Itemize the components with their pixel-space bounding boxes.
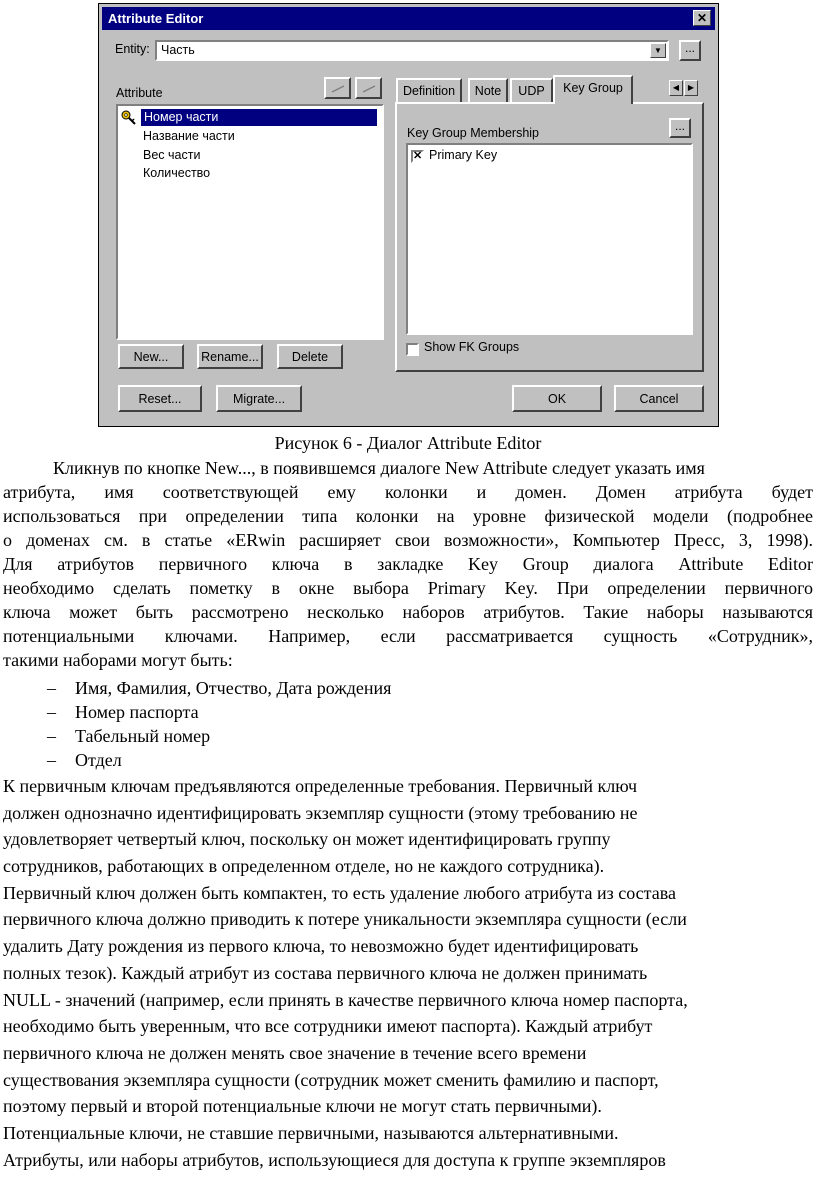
text-line: использоваться при определении типа колонки на уровне физической модели (подробнее (3, 506, 813, 526)
paragraph-1 (3, 456, 813, 672)
entity-browse-button[interactable]: ... (679, 40, 701, 61)
cancel-button[interactable]: Cancel (614, 385, 704, 412)
list-item: – Имя, Фамилия, Отчество, Дата рождения (47, 678, 392, 698)
list-item[interactable]: Вес части (143, 148, 201, 162)
text-line: Первичный ключ должен быть компактен, то есть удаление любого атрибута из состава (3, 882, 676, 903)
text-line: должен однозначно идентифицировать экземпляр сущности (этому требованию не (3, 802, 638, 823)
list-item[interactable]: Название части (143, 129, 235, 143)
key-icon (121, 110, 137, 126)
key-group-list[interactable] (406, 143, 693, 335)
attribute-editor-dialog (98, 3, 719, 427)
reset-button[interactable]: Reset... (118, 385, 202, 412)
text-line: необходимо сделать пометку в окне выбора Primary Key. При определении первичного (3, 578, 813, 598)
text-line: удалить Дату рождения из первого ключа, то невозможно будет идентифицировать (3, 936, 639, 957)
dialog-titlebar (102, 7, 715, 30)
list-item[interactable]: Номер части (141, 109, 377, 126)
tab-key-group[interactable]: Key Group (553, 75, 633, 104)
key-group-label: Key Group Membership (407, 126, 540, 140)
entity-value: Часть (161, 43, 195, 57)
key-group-browse-button[interactable]: ... (669, 118, 691, 138)
text-line: первичного ключа должно приводить к потере уникальности экземпляра сущности (если (3, 909, 687, 930)
text-line: первичного ключа не должен менять свое значение в течение всего времени (3, 1042, 587, 1063)
list-item: – Табельный номер (47, 726, 211, 746)
entity-label: Entity: (115, 42, 150, 56)
dropdown-arrow-icon[interactable]: ▼ (650, 43, 666, 58)
paragraph-2 (3, 773, 813, 1173)
checkmark-icon[interactable]: ✕ (413, 150, 423, 162)
show-fk-label: Show FK Groups (424, 340, 520, 354)
tab-note[interactable]: Note (468, 78, 508, 102)
move-up-button[interactable] (324, 77, 351, 99)
text-line: удовлетворяет четвертый ключ, поскольку он может идентифицировать группу (3, 829, 611, 850)
text-line: Кликнув по кнопке New..., в появившемся диалоге New Attribute следует указать имя (53, 458, 705, 478)
move-up-icon (331, 84, 345, 94)
move-down-button[interactable] (355, 77, 382, 99)
move-down-icon (362, 84, 376, 94)
text-line: необходимо быть уверенным, что все сотрудники имеют паспорта). Каждый атрибут (3, 1016, 653, 1037)
text-line: атрибута, имя соответствующей ему колонки и домен. Домен атрибута будет (3, 482, 813, 502)
figure-caption: Рисунок 6 - Диалог Attribute Editor (274, 433, 542, 453)
primary-key-label: Primary Key (429, 148, 498, 162)
text-line: К первичным ключам предъявляются определенные требования. Первичный ключ (3, 776, 638, 796)
entity-combo[interactable] (155, 40, 669, 61)
tab-udp[interactable]: UDP (510, 78, 553, 102)
show-fk-checkbox[interactable] (406, 343, 419, 356)
list-item: – Номер паспорта (47, 702, 199, 722)
list-item: – Отдел (47, 750, 122, 770)
key-group-panel (395, 102, 704, 372)
close-icon[interactable]: ✕ (693, 10, 711, 26)
text-line: сотрудников, работающих в определенном отделе, но не каждого сотрудника). (3, 856, 605, 877)
migrate-button[interactable]: Migrate... (216, 385, 302, 412)
tab-scroll-right-icon[interactable]: ▶ (684, 80, 698, 96)
dialog-title: Attribute Editor (108, 11, 204, 26)
text-line: потенциальными ключами. Например, если рассматривается сущность «Сотрудник», (3, 626, 813, 646)
text-line: такими наборами могут быть: (3, 650, 233, 670)
text-line: Для атрибутов первичного ключа в закладке Key Group диалога Attribute Editor (3, 554, 813, 574)
text-line: Атрибуты, или наборы атрибутов, использующиеся для доступа к группе экземпляров (3, 1149, 666, 1170)
text-line: существования экземпляра сущности (сотрудник может сменить фамилию и паспорт, (3, 1069, 659, 1090)
new-button[interactable]: New... (118, 344, 184, 369)
attribute-list[interactable] (116, 104, 384, 340)
tab-scroll-left-icon[interactable]: ◀ (669, 80, 683, 96)
tab-definition[interactable]: Definition (396, 78, 462, 102)
text-line: поэтому первый и второй потенциальные ключи не могут стать первичными). (3, 1096, 602, 1117)
text-line: ключа может быть рассмотрено несколько наборов атрибутов. Такие наборы называются (3, 602, 813, 622)
ok-button[interactable]: OK (512, 385, 602, 412)
delete-button[interactable]: Delete (277, 344, 343, 369)
rename-button[interactable]: Rename... (197, 344, 263, 369)
text-line: NULL - значений (например, если принять в качестве первичного ключа номер паспорта, (3, 989, 688, 1010)
text-line: Потенциальные ключи, не ставшие первичными, называются альтернативными. (3, 1122, 619, 1143)
text-line: о доменах см. в статье «ERwin расширяет свои возможности», Компьютер Пресс, 3, 1998). (3, 530, 813, 550)
attribute-label: Attribute (116, 86, 163, 100)
list-item[interactable]: Количество (143, 166, 211, 180)
text-line: полных тезок). Каждый атрибут из состава первичного ключа не должен принимать (3, 962, 648, 983)
